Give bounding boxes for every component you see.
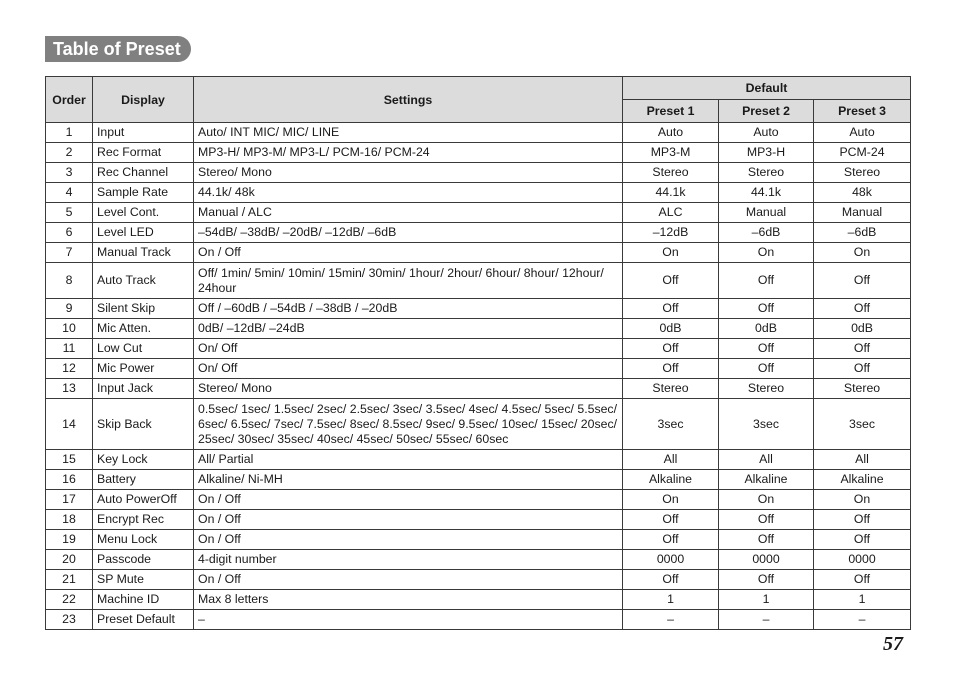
header-preset-2: Preset 2 — [719, 100, 814, 123]
cell-preset-3: On — [814, 490, 911, 510]
cell-preset-2: Off — [719, 570, 814, 590]
cell-preset-3: Off — [814, 339, 911, 359]
cell-settings: On/ Off — [194, 339, 623, 359]
cell-preset-3: – — [814, 610, 911, 630]
header-order: Order — [46, 77, 93, 123]
cell-display: Low Cut — [93, 339, 194, 359]
cell-settings: On / Off — [194, 530, 623, 550]
cell-settings: 44.1k/ 48k — [194, 183, 623, 203]
cell-preset-3: Manual — [814, 203, 911, 223]
cell-preset-2: Off — [719, 339, 814, 359]
cell-display: Auto Track — [93, 263, 194, 299]
cell-preset-1: Stereo — [623, 379, 719, 399]
cell-settings: On / Off — [194, 570, 623, 590]
cell-preset-1: Off — [623, 359, 719, 379]
table-row — [46, 359, 911, 379]
cell-order: 22 — [46, 590, 93, 610]
cell-preset-2: 44.1k — [719, 183, 814, 203]
cell-preset-1: Alkaline — [623, 470, 719, 490]
cell-order: 18 — [46, 510, 93, 530]
cell-display: Machine ID — [93, 590, 194, 610]
table-row — [46, 450, 911, 470]
cell-preset-3: –6dB — [814, 223, 911, 243]
cell-settings: On / Off — [194, 490, 623, 510]
cell-preset-2: All — [719, 450, 814, 470]
cell-preset-2: – — [719, 610, 814, 630]
table-row — [46, 379, 911, 399]
cell-preset-1: Off — [623, 339, 719, 359]
cell-display: Rec Channel — [93, 163, 194, 183]
cell-order: 10 — [46, 319, 93, 339]
cell-settings: Alkaline/ Ni-MH — [194, 470, 623, 490]
cell-preset-2: On — [719, 243, 814, 263]
cell-settings: Stereo/ Mono — [194, 379, 623, 399]
cell-preset-1: 0000 — [623, 550, 719, 570]
cell-preset-1: All — [623, 450, 719, 470]
cell-preset-2: Auto — [719, 123, 814, 143]
table-row — [46, 299, 911, 319]
table-row — [46, 123, 911, 143]
cell-preset-1: Off — [623, 570, 719, 590]
cell-display: Silent Skip — [93, 299, 194, 319]
cell-display: Encrypt Rec — [93, 510, 194, 530]
cell-preset-3: Stereo — [814, 379, 911, 399]
cell-preset-3: PCM-24 — [814, 143, 911, 163]
cell-preset-1: 44.1k — [623, 183, 719, 203]
cell-preset-1: 0dB — [623, 319, 719, 339]
cell-preset-3: 48k — [814, 183, 911, 203]
table-row — [46, 319, 911, 339]
cell-preset-1: Off — [623, 510, 719, 530]
cell-display: Mic Power — [93, 359, 194, 379]
table-row — [46, 590, 911, 610]
cell-display: Auto PowerOff — [93, 490, 194, 510]
cell-preset-2: Stereo — [719, 163, 814, 183]
cell-preset-2: Alkaline — [719, 470, 814, 490]
table-row — [46, 263, 911, 299]
cell-preset-2: Off — [719, 530, 814, 550]
table-row — [46, 530, 911, 550]
header-display: Display — [93, 77, 194, 123]
cell-preset-2: On — [719, 490, 814, 510]
table-row — [46, 550, 911, 570]
table-row — [46, 223, 911, 243]
cell-order: 13 — [46, 379, 93, 399]
cell-preset-1: 3sec — [623, 399, 719, 450]
cell-preset-3: Off — [814, 570, 911, 590]
cell-preset-1: – — [623, 610, 719, 630]
cell-order: 12 — [46, 359, 93, 379]
cell-display: Level Cont. — [93, 203, 194, 223]
cell-preset-2: Manual — [719, 203, 814, 223]
cell-order: 3 — [46, 163, 93, 183]
cell-preset-2: Off — [719, 299, 814, 319]
cell-display: Input — [93, 123, 194, 143]
cell-preset-2: Off — [719, 510, 814, 530]
cell-display: Rec Format — [93, 143, 194, 163]
table-row — [46, 610, 911, 630]
table-row — [46, 490, 911, 510]
cell-order: 21 — [46, 570, 93, 590]
page-title: Table of Preset — [45, 36, 191, 62]
cell-order: 20 — [46, 550, 93, 570]
cell-settings: Off / –60dB / –54dB / –38dB / –20dB — [194, 299, 623, 319]
cell-display: Key Lock — [93, 450, 194, 470]
cell-display: Preset Default — [93, 610, 194, 630]
cell-preset-3: Off — [814, 359, 911, 379]
cell-preset-1: ALC — [623, 203, 719, 223]
table-row — [46, 163, 911, 183]
cell-preset-1: On — [623, 490, 719, 510]
cell-order: 6 — [46, 223, 93, 243]
cell-preset-3: Off — [814, 299, 911, 319]
cell-settings: 0dB/ –12dB/ –24dB — [194, 319, 623, 339]
cell-preset-1: 1 — [623, 590, 719, 610]
cell-preset-2: Off — [719, 263, 814, 299]
cell-preset-3: Off — [814, 530, 911, 550]
cell-preset-1: –12dB — [623, 223, 719, 243]
cell-preset-3: All — [814, 450, 911, 470]
cell-settings: On / Off — [194, 243, 623, 263]
preset-table — [45, 76, 911, 630]
cell-preset-3: Auto — [814, 123, 911, 143]
cell-settings: On/ Off — [194, 359, 623, 379]
cell-preset-2: Off — [719, 359, 814, 379]
cell-order: 16 — [46, 470, 93, 490]
cell-display: Mic Atten. — [93, 319, 194, 339]
cell-preset-3: 0dB — [814, 319, 911, 339]
header-settings: Settings — [194, 77, 623, 123]
cell-display: Skip Back — [93, 399, 194, 450]
cell-preset-3: 1 — [814, 590, 911, 610]
cell-settings: –54dB/ –38dB/ –20dB/ –12dB/ –6dB — [194, 223, 623, 243]
cell-order: 8 — [46, 263, 93, 299]
table-row — [46, 243, 911, 263]
cell-order: 2 — [46, 143, 93, 163]
table-row — [46, 143, 911, 163]
cell-display: Input Jack — [93, 379, 194, 399]
cell-preset-2: 0000 — [719, 550, 814, 570]
cell-settings: On / Off — [194, 510, 623, 530]
cell-order: 11 — [46, 339, 93, 359]
cell-preset-2: 0dB — [719, 319, 814, 339]
cell-preset-2: 3sec — [719, 399, 814, 450]
header-default: Default — [623, 77, 911, 100]
table-row — [46, 510, 911, 530]
table-row — [46, 183, 911, 203]
cell-preset-2: –6dB — [719, 223, 814, 243]
cell-display: Passcode — [93, 550, 194, 570]
cell-display: Sample Rate — [93, 183, 194, 203]
cell-preset-3: Stereo — [814, 163, 911, 183]
cell-settings: Manual / ALC — [194, 203, 623, 223]
cell-preset-3: 3sec — [814, 399, 911, 450]
cell-order: 17 — [46, 490, 93, 510]
table-row — [46, 339, 911, 359]
table-body — [46, 123, 911, 630]
cell-order: 7 — [46, 243, 93, 263]
cell-preset-1: MP3-M — [623, 143, 719, 163]
cell-display: Manual Track — [93, 243, 194, 263]
cell-display: Menu Lock — [93, 530, 194, 550]
cell-preset-2: 1 — [719, 590, 814, 610]
cell-order: 23 — [46, 610, 93, 630]
cell-preset-3: On — [814, 243, 911, 263]
cell-preset-2: Stereo — [719, 379, 814, 399]
table-row — [46, 203, 911, 223]
cell-order: 5 — [46, 203, 93, 223]
page-number: 57 — [883, 633, 903, 655]
cell-display: Level LED — [93, 223, 194, 243]
cell-settings: Off/ 1min/ 5min/ 10min/ 15min/ 30min/ 1hour/ 2hour/ 6hour/ 8hour/ 12hour/ 24hour — [194, 263, 623, 299]
table-row — [46, 399, 911, 450]
cell-order: 4 — [46, 183, 93, 203]
cell-preset-1: On — [623, 243, 719, 263]
cell-preset-3: 0000 — [814, 550, 911, 570]
cell-preset-1: Off — [623, 263, 719, 299]
table-row — [46, 570, 911, 590]
cell-preset-3: Off — [814, 263, 911, 299]
cell-order: 9 — [46, 299, 93, 319]
cell-order: 1 — [46, 123, 93, 143]
cell-settings: Max 8 letters — [194, 590, 623, 610]
cell-preset-3: Off — [814, 510, 911, 530]
cell-settings: – — [194, 610, 623, 630]
header-preset-1: Preset 1 — [623, 100, 719, 123]
cell-display: SP Mute — [93, 570, 194, 590]
cell-settings: Auto/ INT MIC/ MIC/ LINE — [194, 123, 623, 143]
cell-settings: MP3-H/ MP3-M/ MP3-L/ PCM-16/ PCM-24 — [194, 143, 623, 163]
cell-preset-1: Auto — [623, 123, 719, 143]
cell-order: 15 — [46, 450, 93, 470]
cell-order: 19 — [46, 530, 93, 550]
cell-preset-1: Stereo — [623, 163, 719, 183]
cell-settings: All/ Partial — [194, 450, 623, 470]
cell-preset-2: MP3-H — [719, 143, 814, 163]
cell-order: 14 — [46, 399, 93, 450]
cell-settings: 4-digit number — [194, 550, 623, 570]
header-preset-3: Preset 3 — [814, 100, 911, 123]
cell-preset-1: Off — [623, 299, 719, 319]
cell-preset-3: Alkaline — [814, 470, 911, 490]
table-row — [46, 470, 911, 490]
cell-settings: Stereo/ Mono — [194, 163, 623, 183]
cell-settings: 0.5sec/ 1sec/ 1.5sec/ 2sec/ 2.5sec/ 3sec/ 3.5sec/ 4sec/ 4.5sec/ 5sec/ 5.5sec/ 6sec/ 6.5sec/ 7sec/ 7.5sec/ 8sec/ 8.5sec/ 9sec/ 9.5sec/ 10sec/ 15sec/ 20sec/ 25sec/ 30sec/ 35sec/ 40sec/ 45sec/ 50sec/ 55sec/ 60sec — [194, 399, 623, 450]
cell-display: Battery — [93, 470, 194, 490]
cell-preset-1: Off — [623, 530, 719, 550]
